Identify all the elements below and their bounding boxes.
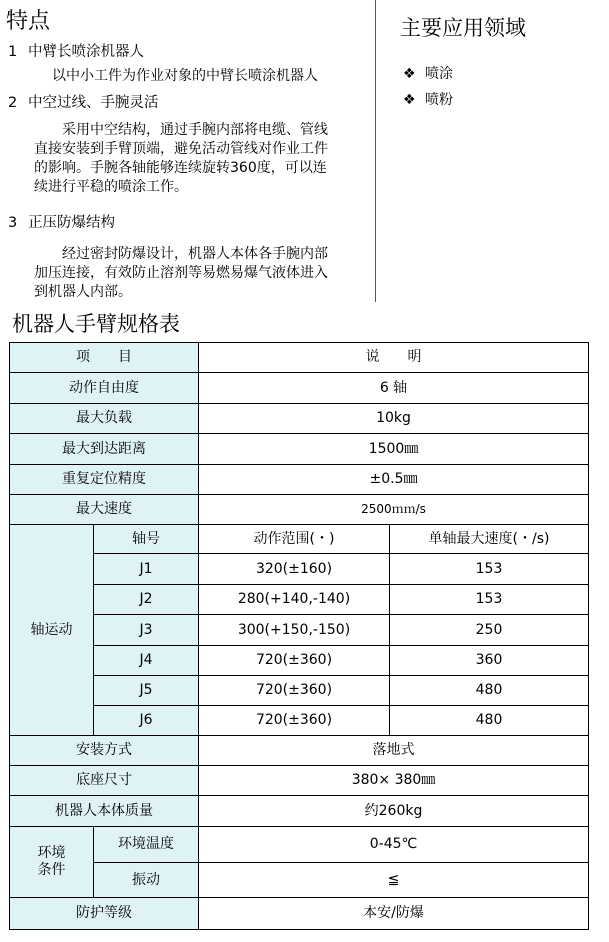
axis-range: 720(±360) bbox=[199, 646, 390, 676]
row-label: 最大负载 bbox=[10, 404, 199, 434]
feature-3-line: 到机器人内部。 bbox=[34, 284, 132, 300]
spec-title: 机器人手臂规格表 bbox=[12, 312, 180, 336]
axis-speed: 153 bbox=[390, 554, 589, 585]
env-condition-label-line: 条件 bbox=[37, 862, 66, 878]
row-value: 落地式 bbox=[199, 736, 589, 766]
feature-3-heading bbox=[8, 211, 115, 232]
row-value: 380× 380㎜ bbox=[199, 766, 589, 796]
table-row bbox=[10, 898, 589, 930]
feature-1-heading bbox=[8, 40, 144, 61]
feature-2-line: 的影响。手腕各轴能够连续旋转360度，可以连 bbox=[34, 160, 327, 176]
axis-row bbox=[10, 706, 589, 736]
feature-1-number: 1 bbox=[8, 44, 18, 60]
axis-speed: 360 bbox=[390, 646, 589, 676]
feature-2-line: 采用中空结构，通过手腕内部将电缆、管线 bbox=[34, 122, 328, 138]
feature-2-line: 续进行平稳的喷涂工作。 bbox=[34, 179, 188, 195]
feature-1-line: 以中小工件为作业对象的中臂长喷涂机器人 bbox=[10, 68, 318, 84]
env-row bbox=[10, 863, 589, 898]
row-label: 机器人本体质量 bbox=[10, 796, 199, 827]
diamond-bullet-icon: ❖ bbox=[403, 92, 416, 108]
env-temp-value: 0-45℃ bbox=[199, 827, 589, 863]
row-value: 约260kg bbox=[199, 796, 589, 827]
application-item-label: 喷粉 bbox=[425, 92, 453, 108]
axis-header-range: 动作范围(・) bbox=[199, 525, 390, 554]
features-title: 特点 bbox=[6, 9, 51, 34]
row-value: 6 轴 bbox=[199, 373, 589, 404]
table-row bbox=[10, 434, 589, 465]
table-row bbox=[10, 736, 589, 766]
table-row bbox=[10, 766, 589, 796]
applications-title: 主要应用领域 bbox=[400, 16, 526, 40]
feature-3-body bbox=[34, 245, 374, 302]
spec-table bbox=[9, 342, 589, 930]
table-row bbox=[10, 404, 589, 434]
row-label: 最大速度 bbox=[10, 495, 199, 525]
axis-range: 720(±360) bbox=[199, 676, 390, 706]
row-label: 防护等级 bbox=[10, 898, 199, 930]
feature-2-line: 直接安装到手臂顶端，避免活动管线对作业工件 bbox=[34, 141, 328, 157]
application-item bbox=[403, 63, 453, 83]
axis-id: J1 bbox=[94, 554, 199, 585]
application-item-label: 喷涂 bbox=[425, 66, 453, 82]
axis-speed: 480 bbox=[390, 676, 589, 706]
feature-1-body bbox=[10, 67, 375, 86]
table-row bbox=[10, 495, 589, 525]
axis-row bbox=[10, 615, 589, 646]
axis-header-id: 轴号 bbox=[94, 525, 199, 554]
row-value: 1500㎜ bbox=[199, 434, 589, 465]
axis-speed: 480 bbox=[390, 706, 589, 736]
env-vibration-label: 振动 bbox=[94, 863, 199, 898]
axis-speed: 250 bbox=[390, 615, 589, 646]
env-condition-label bbox=[10, 827, 94, 898]
axis-row bbox=[10, 646, 589, 676]
table-row bbox=[10, 373, 589, 404]
feature-2-number: 2 bbox=[8, 95, 18, 111]
axis-range: 320(±160) bbox=[199, 554, 390, 585]
diamond-bullet-icon: ❖ bbox=[403, 66, 416, 82]
axis-id: J6 bbox=[94, 706, 199, 736]
axis-range: 300(+150,-150) bbox=[199, 615, 390, 646]
feature-3-number: 3 bbox=[8, 215, 18, 231]
table-header-row bbox=[10, 343, 589, 373]
column-divider bbox=[375, 0, 376, 302]
application-item bbox=[403, 89, 453, 109]
env-row bbox=[10, 827, 589, 863]
env-temp-label: 环境温度 bbox=[94, 827, 199, 863]
axis-range: 280(+140,-140) bbox=[199, 585, 390, 615]
axis-header-speed: 单轴最大速度(・/s) bbox=[390, 525, 589, 554]
feature-1-title: 中臂长喷涂机器人 bbox=[28, 44, 144, 60]
feature-3-line: 经过密封防爆设计，机器人本体各手腕内部 bbox=[34, 246, 328, 262]
table-row bbox=[10, 465, 589, 495]
row-value: ±0.5㎜ bbox=[199, 465, 589, 495]
axis-motion-label: 轴运动 bbox=[10, 525, 94, 736]
env-vibration-value: ≦ bbox=[199, 863, 589, 898]
row-value: 本安/防爆 bbox=[199, 898, 589, 930]
axis-range: 720(±360) bbox=[199, 706, 390, 736]
axis-id: J3 bbox=[94, 615, 199, 646]
axis-id: J4 bbox=[94, 646, 199, 676]
axis-id: J2 bbox=[94, 585, 199, 615]
row-label: 最大到达距离 bbox=[10, 434, 199, 465]
header-desc: 说 明 bbox=[199, 343, 589, 373]
row-label: 动作自由度 bbox=[10, 373, 199, 404]
feature-2-title: 中空过线、手腕灵活 bbox=[28, 95, 159, 111]
feature-3-title: 正压防爆结构 bbox=[28, 215, 115, 231]
axis-speed: 153 bbox=[390, 585, 589, 615]
axis-row bbox=[10, 585, 589, 615]
feature-3-line: 加压连接，有效防止溶剂等易燃易爆气液体进入 bbox=[34, 265, 328, 281]
row-value: 10kg bbox=[199, 404, 589, 434]
feature-2-heading bbox=[8, 91, 159, 112]
table-row bbox=[10, 796, 589, 827]
row-label: 重复定位精度 bbox=[10, 465, 199, 495]
feature-2-body bbox=[34, 121, 374, 197]
row-label: 底座尺寸 bbox=[10, 766, 199, 796]
row-value: 2500ｍｍ/s bbox=[199, 495, 589, 525]
env-condition-label-line: 环境 bbox=[37, 845, 66, 862]
axis-row bbox=[10, 676, 589, 706]
row-label: 安装方式 bbox=[10, 736, 199, 766]
axis-row bbox=[10, 554, 589, 585]
axis-header-row bbox=[10, 525, 589, 554]
header-item: 项 目 bbox=[10, 343, 199, 373]
axis-id: J5 bbox=[94, 676, 199, 706]
